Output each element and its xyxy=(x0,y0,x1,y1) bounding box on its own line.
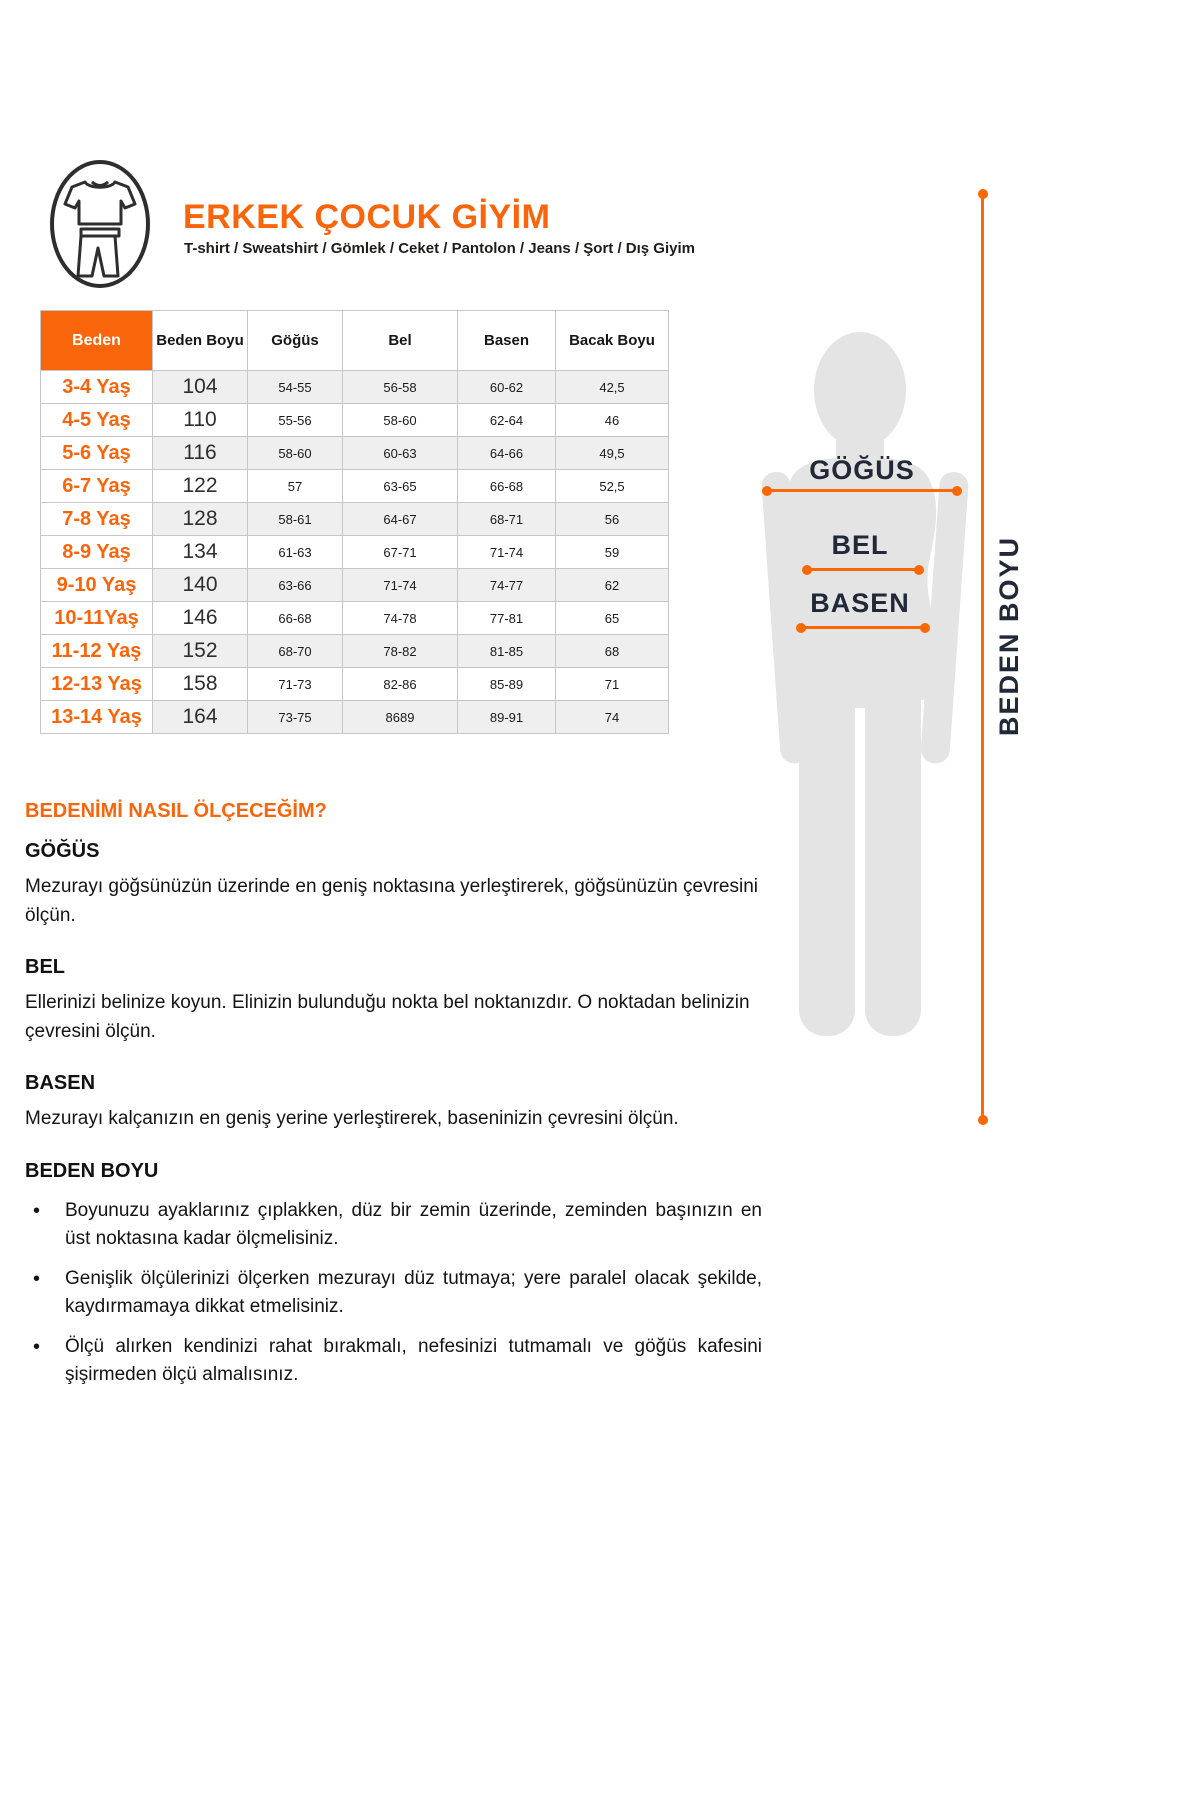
guide-bullet: • Boyunuzu ayaklarınız çıplakken, düz bir zemin üzerinde, zeminden başınızın en üst noktasına kadar ölçmelisiniz. xyxy=(25,1197,762,1254)
cell-height: 122 xyxy=(153,470,248,503)
cell-age: 12-13 Yaş xyxy=(41,668,153,701)
cell-chest: 71-73 xyxy=(248,668,343,701)
chest-measure-label: GÖĞÜS xyxy=(809,455,915,485)
guide-section-title-hip: BASEN xyxy=(25,1072,96,1094)
cell-waist: 82-86 xyxy=(343,668,458,701)
guide-section-body-waist: Ellerinizi belinize koyun. Elinizin bulunduğu nokta bel noktanızdır. O noktadan belinizin çevresini ölçün. xyxy=(25,992,750,1042)
cell-age: 3-4 Yaş xyxy=(41,371,153,404)
cell-waist: 64-67 xyxy=(343,503,458,536)
cell-chest: 54-55 xyxy=(248,371,343,404)
table-row xyxy=(41,536,669,569)
cell-leg: 42,5 xyxy=(556,371,669,404)
col-header-gogus: Göğüs xyxy=(248,311,343,371)
cell-waist: 71-74 xyxy=(343,569,458,602)
page-title: ERKEK ÇOCUK GİYİM xyxy=(183,198,551,236)
cell-hip: 66-68 xyxy=(458,470,556,503)
guide-heading: BEDENİMİ NASIL ÖLÇECEĞİM? xyxy=(25,800,327,822)
guide-section-title-height: BEDEN BOYU xyxy=(25,1159,159,1182)
cell-chest: 55-56 xyxy=(248,404,343,437)
cell-age: 4-5 Yaş xyxy=(41,404,153,437)
col-header-bacak-boyu: Bacak Boyu xyxy=(556,311,669,371)
cell-hip: 60-62 xyxy=(458,371,556,404)
guide-bullet: • Genişlik ölçülerinizi ölçerken mezurayı düz tutmaya; yere paralel olacak şekilde, kaydırmamaya dikkat etmelisiniz. xyxy=(25,1265,762,1322)
guide-bullet: • Ölçü alırken kendinizi rahat bırakmalı, nefesinizi tutmamalı ve göğüs kafesini şişirmeden ölçü almalısınız. xyxy=(25,1333,762,1390)
cell-age: 8-9 Yaş xyxy=(41,536,153,569)
cell-waist: 63-65 xyxy=(343,470,458,503)
cell-leg: 52,5 xyxy=(556,470,669,503)
cell-height: 152 xyxy=(153,635,248,668)
table-row xyxy=(41,404,669,437)
cell-height: 134 xyxy=(153,536,248,569)
cell-height: 140 xyxy=(153,569,248,602)
guide-section-body-chest: Mezurayı göğsünüzün üzerinde en geniş noktasına yerleştirerek, göğsünüzün çevresini ölçün. xyxy=(25,876,758,926)
table-row xyxy=(41,371,669,404)
cell-leg: 49,5 xyxy=(556,437,669,470)
table-header-row xyxy=(41,311,669,371)
cell-age: 6-7 Yaş xyxy=(41,470,153,503)
cell-hip: 85-89 xyxy=(458,668,556,701)
cell-hip: 71-74 xyxy=(458,536,556,569)
cell-chest: 66-68 xyxy=(248,602,343,635)
table-row xyxy=(41,602,669,635)
size-table xyxy=(40,310,669,734)
cell-hip: 89-91 xyxy=(458,701,556,734)
waist-measure-line xyxy=(806,568,920,571)
cell-age: 9-10 Yaş xyxy=(41,569,153,602)
cell-waist: 74-78 xyxy=(343,602,458,635)
table-row xyxy=(41,470,669,503)
cell-waist: 67-71 xyxy=(343,536,458,569)
cell-hip: 68-71 xyxy=(458,503,556,536)
cell-waist: 58-60 xyxy=(343,404,458,437)
cell-height: 110 xyxy=(153,404,248,437)
waist-measure-label: BEL xyxy=(831,530,889,560)
cell-leg: 68 xyxy=(556,635,669,668)
cell-chest: 57 xyxy=(248,470,343,503)
cell-hip: 62-64 xyxy=(458,404,556,437)
cell-height: 104 xyxy=(153,371,248,404)
cell-leg: 59 xyxy=(556,536,669,569)
cell-chest: 58-60 xyxy=(248,437,343,470)
cell-leg: 62 xyxy=(556,569,669,602)
cell-waist: 60-63 xyxy=(343,437,458,470)
cell-height: 128 xyxy=(153,503,248,536)
cell-leg: 46 xyxy=(556,404,669,437)
col-header-basen: Basen xyxy=(458,311,556,371)
col-header-bel: Bel xyxy=(343,311,458,371)
chest-measure-line xyxy=(766,489,958,492)
cell-height: 164 xyxy=(153,701,248,734)
cell-waist: 78-82 xyxy=(343,635,458,668)
guide-section-title-waist: BEL xyxy=(25,956,65,978)
cell-waist: 56-58 xyxy=(343,371,458,404)
cell-chest: 61-63 xyxy=(248,536,343,569)
cell-hip: 64-66 xyxy=(458,437,556,470)
table-row xyxy=(41,635,669,668)
body-height-measure-label: BEDEN BOYU xyxy=(994,536,1024,737)
cell-hip: 77-81 xyxy=(458,602,556,635)
cell-chest: 68-70 xyxy=(248,635,343,668)
table-row xyxy=(41,668,669,701)
table-row xyxy=(41,701,669,734)
cell-chest: 58-61 xyxy=(248,503,343,536)
cell-hip: 81-85 xyxy=(458,635,556,668)
cell-age: 13-14 Yaş xyxy=(41,701,153,734)
cell-height: 116 xyxy=(153,437,248,470)
cell-chest: 73-75 xyxy=(248,701,343,734)
col-header-beden: Beden xyxy=(41,311,153,371)
measuring-guide xyxy=(25,800,762,1401)
hip-measure-label: BASEN xyxy=(810,588,910,618)
cell-age: 10-11Yaş xyxy=(41,602,153,635)
cell-height: 158 xyxy=(153,668,248,701)
cell-age: 11-12 Yaş xyxy=(41,635,153,668)
hip-measure-line xyxy=(800,626,926,629)
cell-waist: 8689 xyxy=(343,701,458,734)
body-height-measure-line xyxy=(981,194,984,1120)
guide-section-body-hip: Mezurayı kalçanızın en geniş yerine yerleştirerek, baseninizin çevresini ölçün. xyxy=(25,1108,679,1129)
cell-chest: 63-66 xyxy=(248,569,343,602)
cell-hip: 74-77 xyxy=(458,569,556,602)
cell-leg: 74 xyxy=(556,701,669,734)
table-row xyxy=(41,503,669,536)
guide-section-title-chest: GÖĞÜS xyxy=(25,840,100,862)
boy-silhouette xyxy=(735,330,995,1040)
page-subtitle: T-shirt / Sweatshirt / Gömlek / Ceket / Pantolon / Jeans / Şort / Dış Giyim xyxy=(184,240,695,257)
cell-leg: 56 xyxy=(556,503,669,536)
table-row xyxy=(41,569,669,602)
cell-leg: 71 xyxy=(556,668,669,701)
cell-height: 146 xyxy=(153,602,248,635)
table-row xyxy=(41,437,669,470)
cell-leg: 65 xyxy=(556,602,669,635)
col-header-beden-boyu: Beden Boyu xyxy=(153,311,248,371)
clothing-icon xyxy=(48,158,152,290)
cell-age: 5-6 Yaş xyxy=(41,437,153,470)
guide-bullet-list xyxy=(25,1197,762,1390)
cell-age: 7-8 Yaş xyxy=(41,503,153,536)
